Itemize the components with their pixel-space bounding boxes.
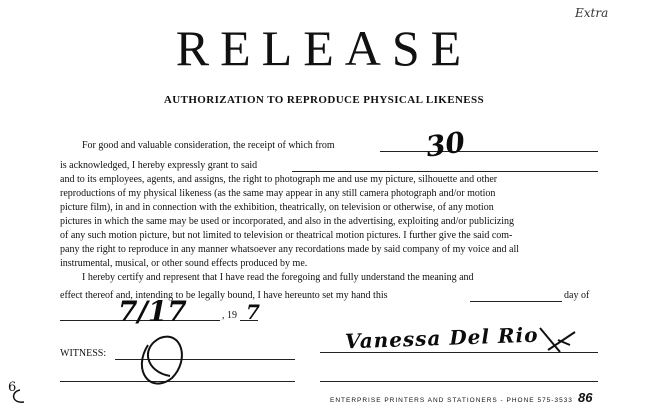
day-line bbox=[470, 301, 562, 302]
page-title: RELEASE bbox=[175, 20, 473, 76]
handwritten-date: 7/17 bbox=[118, 295, 187, 328]
paragraph1-line2: is acknowledged, I hereby expressly grant to said bbox=[60, 160, 258, 171]
paragraph1-line3: and to its employees, agents, and assigns, the right to photograph me and use my picture, silhouette and other bbox=[60, 174, 498, 185]
paragraph1-line6: pictures in which the same may be used or incorporated, and also in the advertising, exploiting and/or publicizing bbox=[60, 216, 515, 227]
witness-line-1 bbox=[115, 359, 295, 360]
handwritten-year: 7 bbox=[246, 300, 260, 324]
address-line bbox=[320, 381, 598, 382]
paragraph2-line1: I hereby certify and represent that I have read the foregoing and fully understand the meaning and bbox=[82, 272, 474, 283]
form-number: 86 bbox=[578, 390, 593, 405]
day-of-label: day of bbox=[564, 290, 590, 301]
page-subtitle: AUTHORIZATION TO REPRODUCE PHYSICAL LIKENESS bbox=[163, 94, 485, 106]
year-prefix: , 19 bbox=[222, 310, 237, 321]
corner-note: Extra bbox=[575, 6, 609, 20]
paragraph2-line2: effect thereof and, intending to be legally bound, I have hereunto set my hand this bbox=[60, 290, 388, 301]
handwritten-amount: 30 bbox=[423, 125, 468, 164]
margin-mark: 6 bbox=[8, 380, 17, 395]
paragraph1-line7: of any such motion picture, but not limited to television or theatrical motion pictures. I further give the said com- bbox=[60, 230, 513, 241]
witness-label: WITNESS: bbox=[60, 348, 107, 359]
paragraph1-line5: picture film), in and in connection with the exhibition, theatrically, on television or otherwise, of any motion bbox=[60, 202, 494, 213]
signature: Vanessa Del Rio bbox=[344, 322, 539, 354]
signature-flourish bbox=[540, 328, 575, 352]
from-line bbox=[380, 151, 598, 152]
printer-footer: ENTERPRISE PRINTERS AND STATIONERS - PHONE 575-3533 bbox=[330, 397, 573, 404]
witness-scribble bbox=[142, 337, 182, 384]
grantee-line bbox=[292, 171, 598, 172]
paragraph1-line9: instrumental, musical, or other sound effects produced by me. bbox=[60, 258, 308, 269]
witness-line-2 bbox=[60, 381, 295, 382]
paragraph1-line8: pany the right to reproduce in any manner whatsoever any recordations made by said company of my voice and all bbox=[60, 244, 520, 255]
paragraph1-line1: For good and valuable consideration, the receipt of which from bbox=[82, 140, 335, 151]
paragraph1-line4: reproductions of my physical likeness (as the same may appear in any still camera photograph and/or motion bbox=[60, 188, 496, 199]
